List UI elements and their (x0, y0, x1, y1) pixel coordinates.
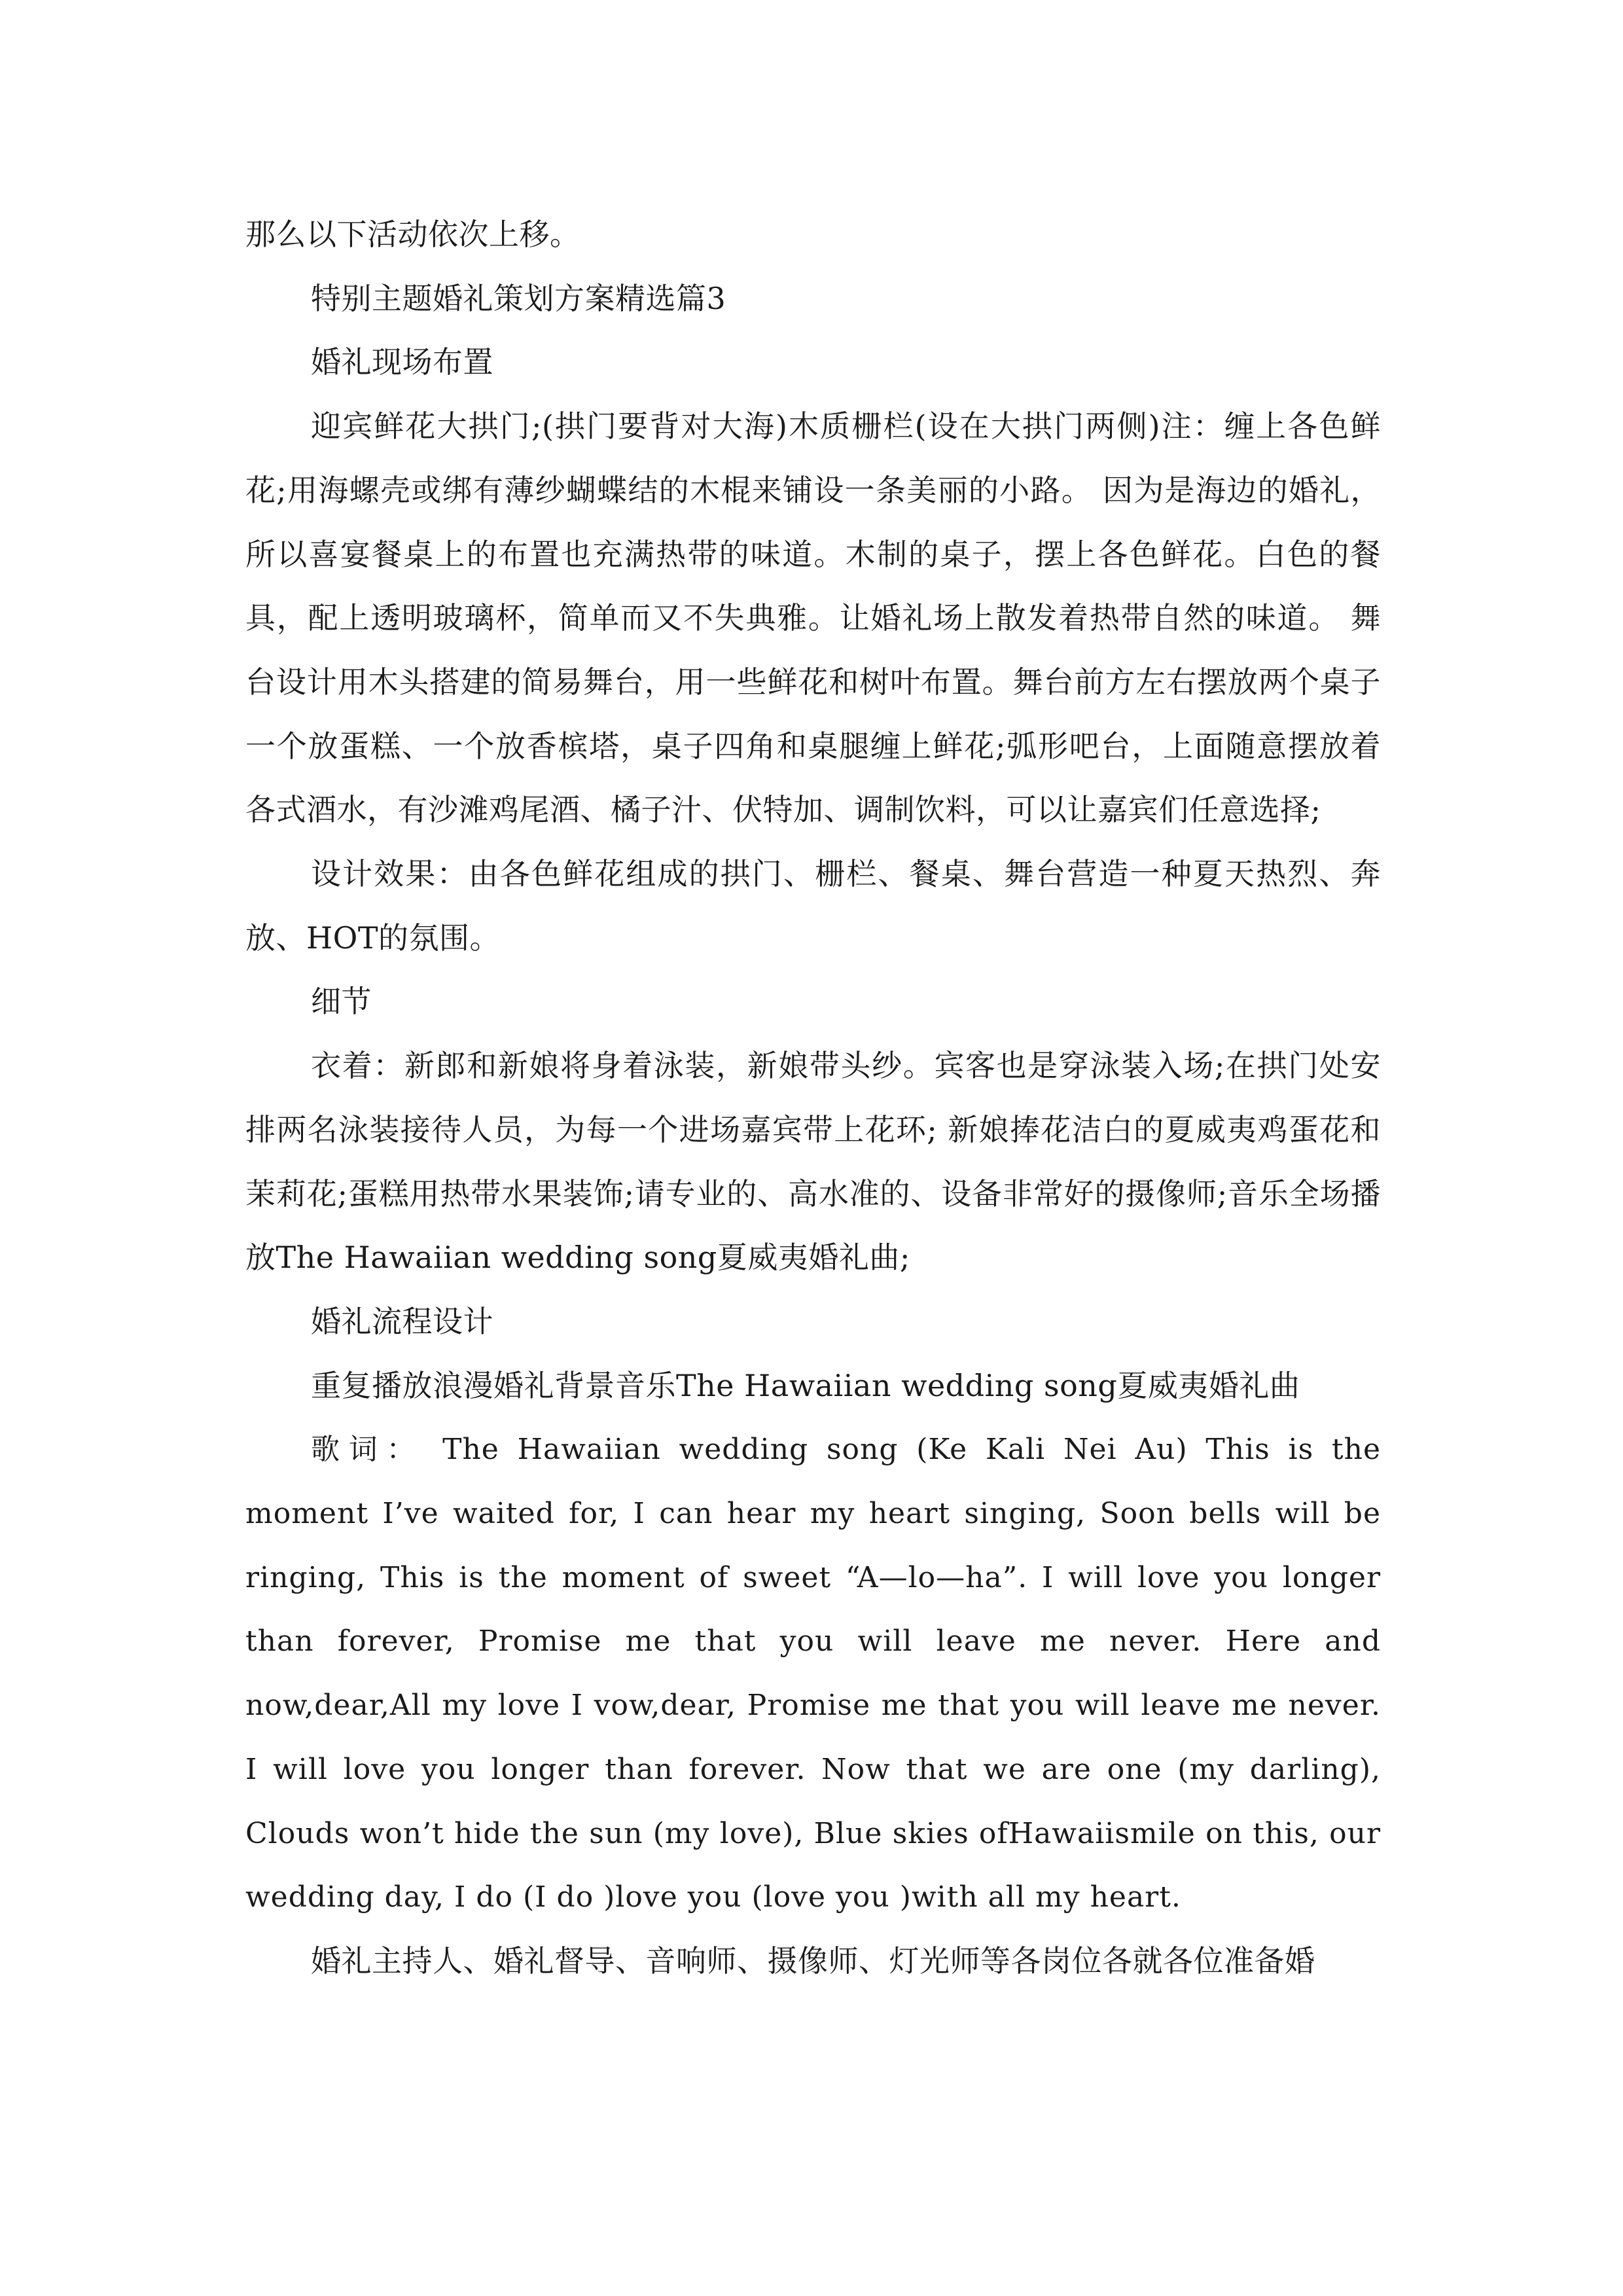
paragraph-continuation: 那么以下活动依次上移。 (245, 217, 580, 252)
heading-ceremony-flow: 婚礼流程设计 (311, 1303, 493, 1339)
paragraph-design-effect: 设计效果：由各色鲜花组成的拱门、栅栏、餐桌、舞台营造一种夏天热烈、奔放、HOT的氛围。 (245, 856, 1381, 956)
heading-venue-layout: 婚礼现场布置 (311, 344, 493, 380)
paragraph-background-music: 重复播放浪漫婚礼背景音乐The Hawaiian wedding song夏威夷婚礼曲 (311, 1367, 1300, 1403)
document-body (245, 203, 1381, 1994)
paragraph-attire: 衣着：新郎和新娘将身着泳装，新娘带头纱。宾客也是穿泳装入场;在拱门处安排两名泳装接待人员，为每一个进场嘉宾带上花环; 新娘捧花洁白的夏威夷鸡蛋花和茉莉花;蛋糕用热带水果装饰;请专业的、高水准的、设备非常好的摄像师;音乐全场播放The Hawaiian wedding song夏威夷婚礼曲; (245, 1048, 1381, 1276)
heading-details: 细节 (311, 984, 372, 1020)
paragraph-venue-details: 迎宾鲜花大拱门;(拱门要背对大海)木质栅栏(设在大拱门两侧)注：缠上各色鲜花;用海螺壳或绑有薄纱蝴蝶结的木棍来铺设一条美丽的小路。 因为是海边的婚礼，所以喜宴餐桌上的布置也充满热带的味道。木制的桌子，摆上各色鲜花。白色的餐具，配上透明玻璃杯，简单而又不失典雅。让婚礼场上散发着热带自然的味道。 舞台设计用木头搭建的简易舞台，用一些鲜花和树叶布置。舞台前方左右摆放两个桌子一个放蛋糕、一个放香槟塔，桌子四角和桌腿缠上鲜花;弧形吧台，上面随意摆放着各式酒水，有沙滩鸡尾酒、橘子汁、伏特加、调制饮料，可以让嘉宾们任意选择; (245, 408, 1381, 828)
paragraph-lyrics: 歌词： The Hawaiian wedding song (Ke Kali Nei Au) This is the moment I’ve waited for, I can hear my heart singing, Soon bells will be ringing, This is the moment of sweet “A—lo—ha”. I will love you longer than forever, Promise me that you will leave me never. Here and now,dear,All my love I vow,dear, Promise me that you will leave me never. I will love you longer than forever. Now that we are one (my darling), Clouds won’t hide the sun (my love), Blue skies ofHawaiismile on this, our wedding day, I do (I do )love you (love you )with all my heart. (245, 1433, 1381, 1914)
section-title: 特别主题婚礼策划方案精选篇3 (311, 280, 726, 316)
paragraph-staff: 婚礼主持人、婚礼督导、音响师、摄像师、灯光师等各岗位各就各位准备婚 (311, 1943, 1315, 1979)
